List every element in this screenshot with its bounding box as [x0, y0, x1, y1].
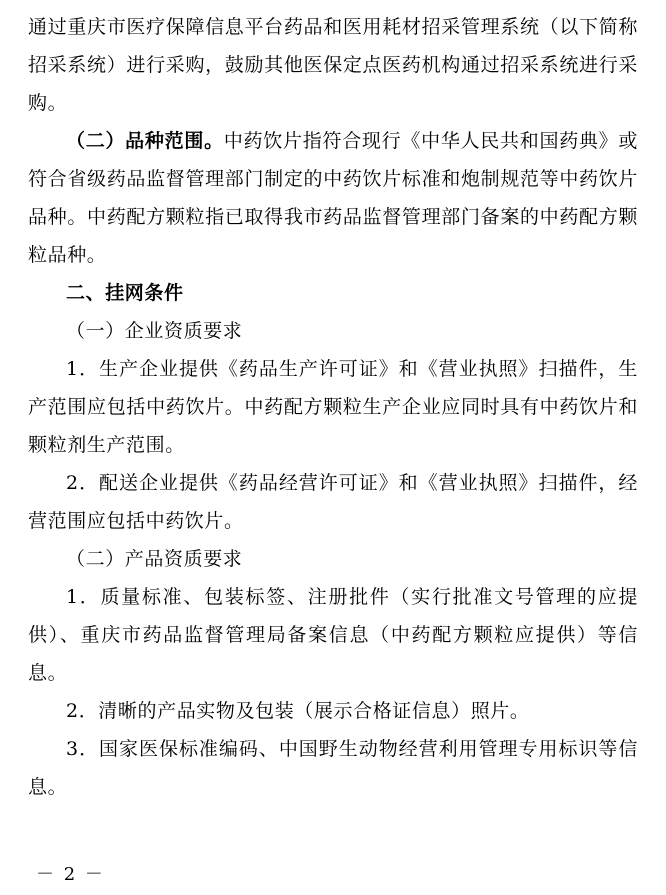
item-distributor-docs: 2．配送企业提供《药品经营许可证》和《营业执照》扫描件，经营范围应包括中药饮片。 [28, 472, 638, 532]
subheading-enterprise-qualification: （一）企业资质要求 [66, 320, 243, 342]
variety-scope-text: 中药饮片指符合现行《中华人民共和国药典》或符合省级药品监督管理部门制定的中药饮片标准和炮制规范等中药饮片品种。中药配方颗粒指已取得我市药品监督管理部门备案的中药配方颗粒品种。 [28, 130, 638, 266]
paragraph-variety-scope [28, 122, 638, 274]
variety-scope-label: （二）品种范围。 [66, 130, 224, 152]
subheading-product-qualification: （二）产品资质要求 [66, 548, 243, 570]
paragraph-procurement-channel: 通过重庆市医疗保障信息平台药品和医用耗材招采管理系统（以下简称招采系统）进行采购，鼓励其他医保定点医药机构通过招采系统进行采购。 [28, 16, 638, 114]
item-manufacturer-docs: 1．生产企业提供《药品生产许可证》和《营业执照》扫描件，生产范围应包括中药饮片。中药配方颗粒生产企业应同时具有中药饮片和颗粒剂生产范围。 [28, 358, 638, 456]
page-number: － 2 － [36, 864, 105, 885]
document-page [28, 8, 638, 806]
section-heading-listing-conditions: 二、挂网条件 [66, 282, 184, 304]
item-product-photos: 2．清晰的产品实物及包装（展示合格证信息）照片。 [66, 700, 530, 722]
item-codes-and-marks: 3．国家医保标准编码、中国野生动物经营利用管理专用标识等信息。 [28, 738, 638, 798]
item-quality-standards: 1．质量标准、包装标签、注册批件（实行批准文号管理的应提供）、重庆市药品监督管理局备案信息（中药配方颗粒应提供）等信息。 [28, 586, 638, 684]
